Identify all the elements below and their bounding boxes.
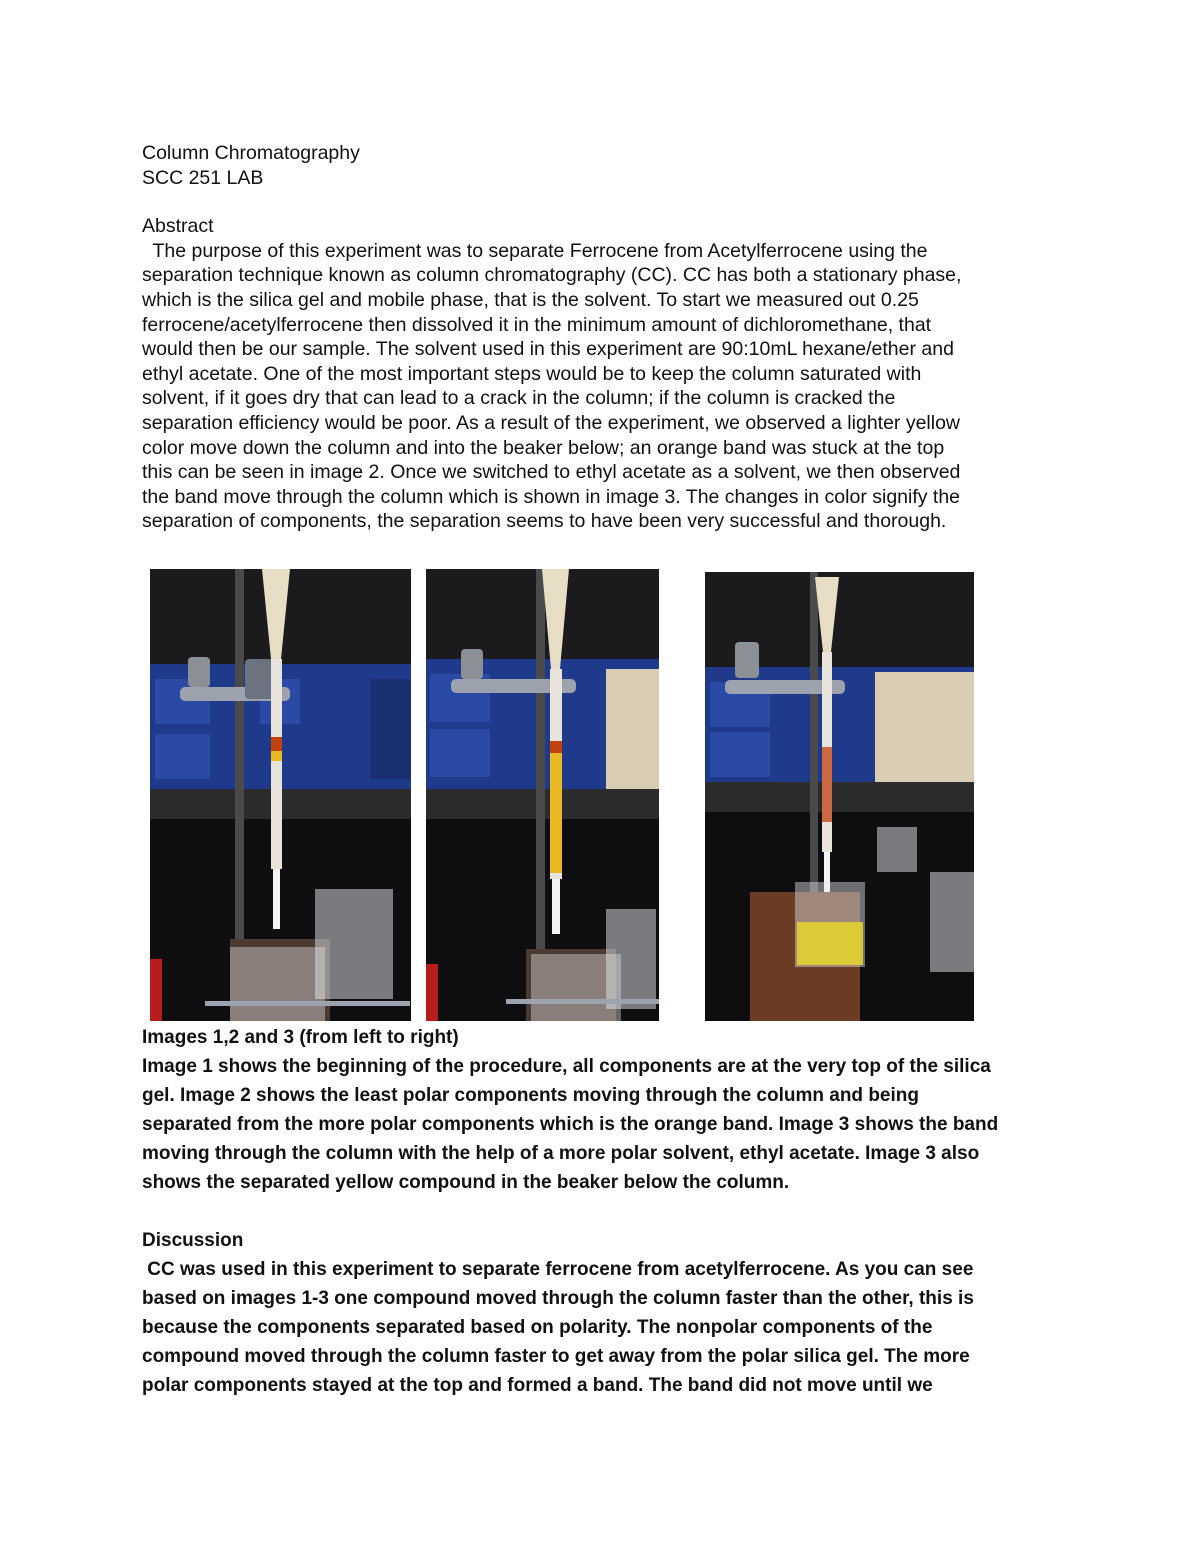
discussion-line: polar components stayed at the top and formed a band. The band did not move until we [142,1375,933,1396]
abstract-heading: Abstract [142,215,214,238]
discussion-line: compound moved through the column faster to get away from the polar silica gel. The more [142,1346,970,1367]
photo-row [0,569,1200,1021]
abstract-line: separation technique known as column chromatography (CC). CC has both a stationary phase, [142,264,962,287]
discussion-paragraph [142,1255,1042,1400]
abstract-line: The purpose of this experiment was to separate Ferrocene from Acetylferrocene using the [142,239,928,262]
abstract-line: the band move through the column which is shown in image 3. The changes in color signify the [142,485,961,508]
abstract-line: solvent, if it goes dry that can lead to a crack in the column; if the column is cracked the [142,387,896,410]
discussion-line: because the components separated based on polarity. The nonpolar components of the [142,1317,933,1338]
document-title: Column Chromatography [142,142,360,164]
header-block [142,141,1062,534]
abstract-line: this can be seen in image 2. Once we switched to ethyl acetate as a solvent, we then observed [142,461,961,484]
abstract-line: ethyl acetate. One of the most important steps would be to keep the column saturated with [142,362,922,385]
abstract-line: separation efficiency would be poor. As a result of the experiment, we observed a lighter yellow [142,411,961,434]
images-caption-line: shows the separated yellow compound in the beaker below the column. [142,1172,790,1193]
discussion-line: CC was used in this experiment to separate ferrocene from acetylferrocene. As you can see [142,1259,974,1280]
discussion-heading: Discussion [142,1230,244,1251]
chromatography-photo-1 [150,569,411,1021]
images-caption-line: moving through the column with the help of a more polar solvent, ethyl acetate. Image 3 also [142,1143,980,1164]
images-caption-title: Images 1,2 and 3 (from left to right) [142,1027,459,1048]
images-caption-line: Image 1 shows the beginning of the procedure, all components are at the very top of the silica [142,1056,991,1077]
abstract-line: which is the silica gel and mobile phase, that is the solvent. To start we measured out 0.25 [142,288,919,311]
course-label: SCC 251 LAB [142,166,264,189]
discussion-line: based on images 1-3 one compound moved through the column faster than the other, this is [142,1288,974,1309]
images-caption-line: separated from the more polar components which is the orange band. Image 3 shows the band [142,1114,999,1135]
abstract-line: color move down the column and into the beaker below; an orange band was stuck at the top [142,436,945,459]
chromatography-photo-3 [705,572,974,1024]
abstract-line: ferrocene/acetylferrocene then dissolved it in the minimum amount of dichloromethane, that [142,313,932,336]
chromatography-photo-2 [426,569,659,1021]
abstract-paragraph [142,239,1052,534]
caption-block [142,1023,1062,1400]
abstract-line: separation of components, the separation seems to have been very successful and thorough. [142,510,947,533]
abstract-line: would then be our sample. The solvent used in this experiment are 90:10mL hexane/ether and [142,338,954,361]
images-caption-line: gel. Image 2 shows the least polar components moving through the column and being [142,1085,919,1106]
